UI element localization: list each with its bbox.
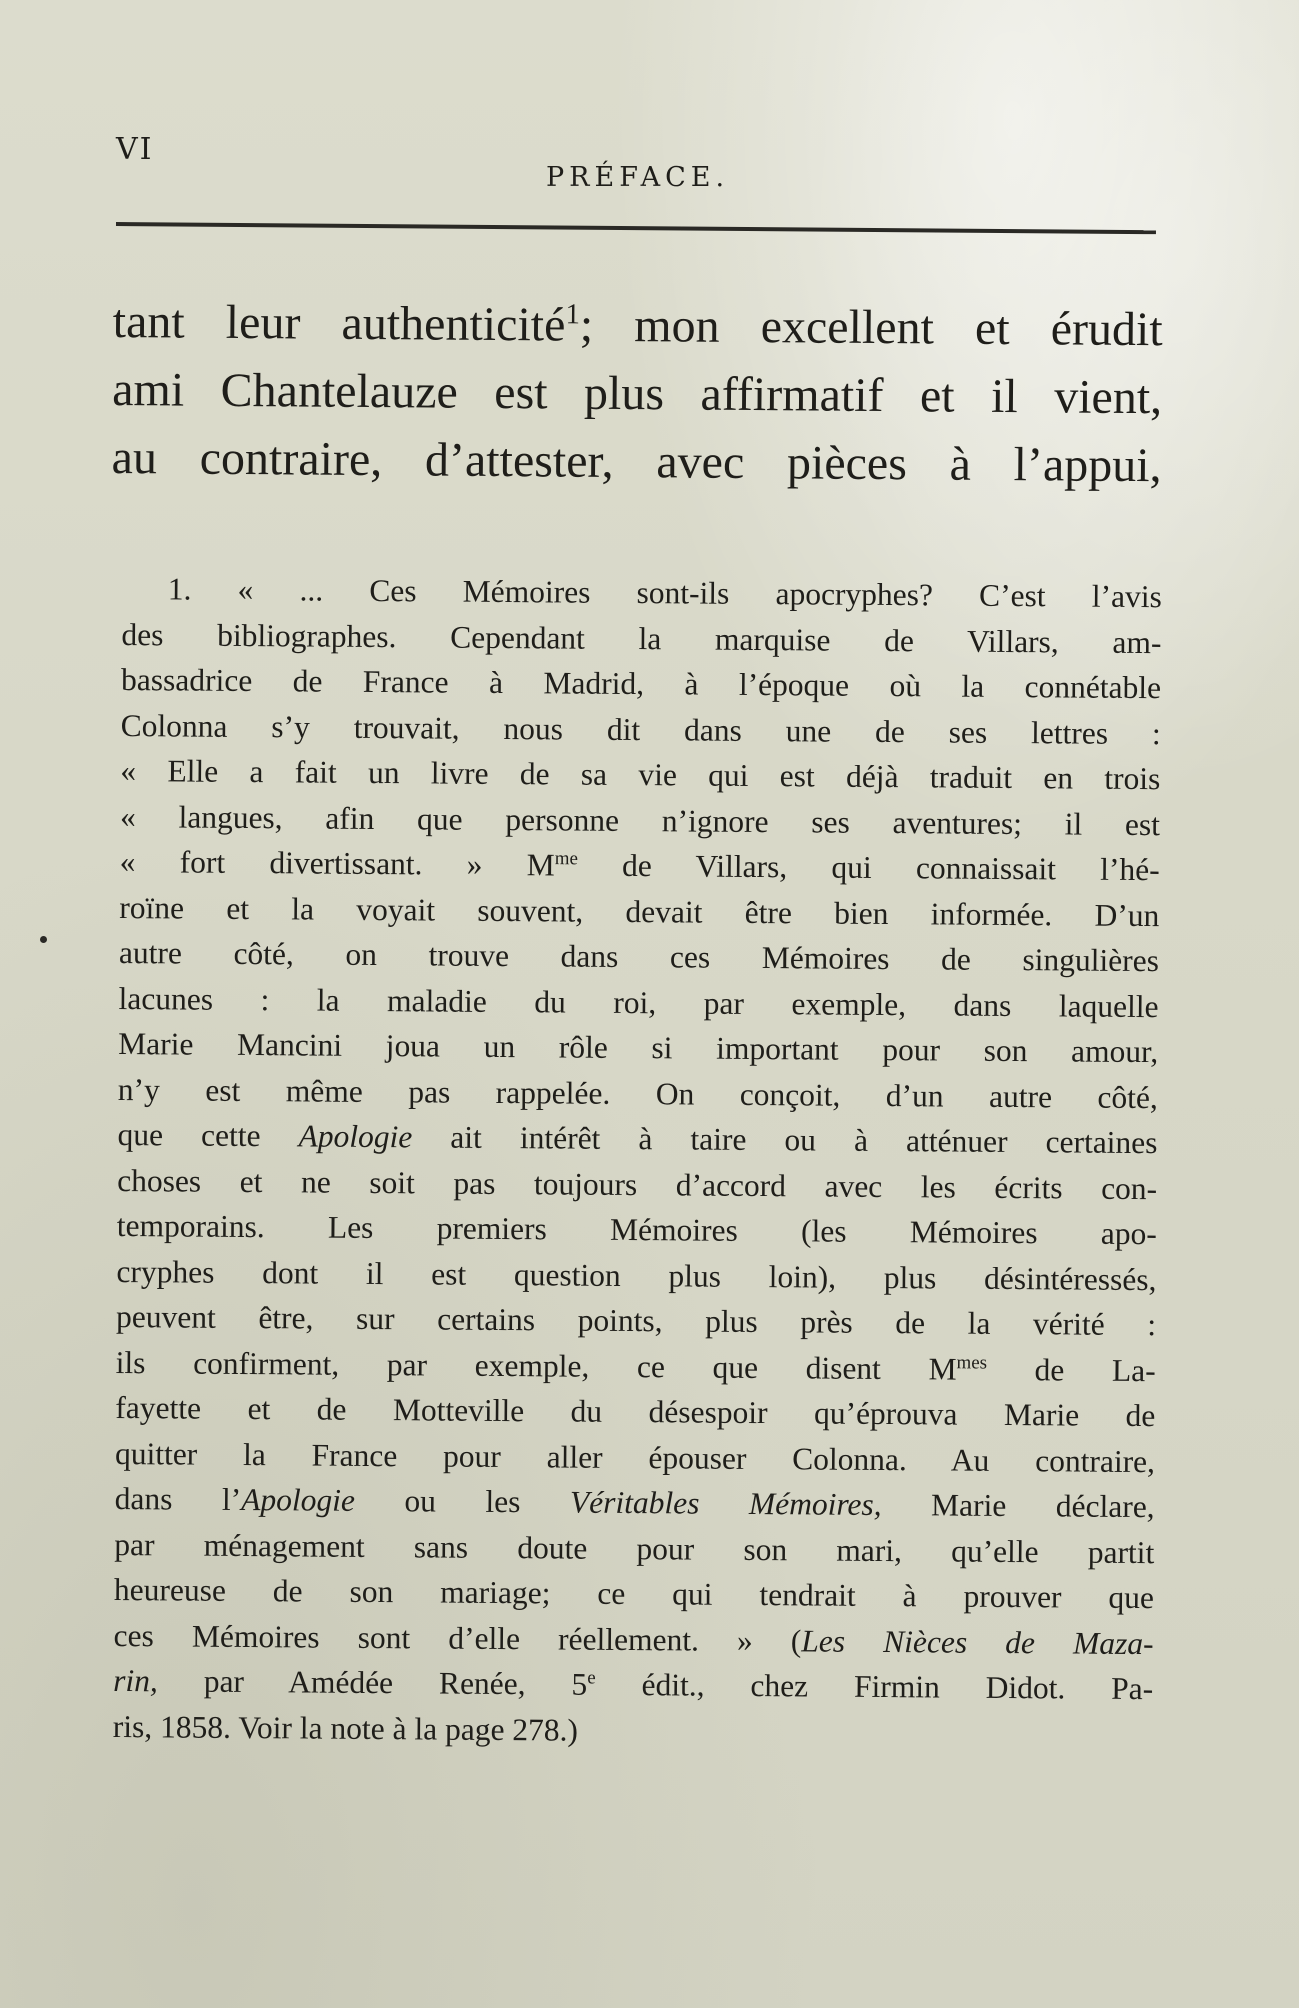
footnote-text: que cette [117,1116,299,1154]
italic-title: Véritables Mémoires, [569,1484,882,1522]
footnote-line: ris, 1858. Voir la note à la page 278.) [112,1708,579,1748]
footnote-line: « langues, afin que personne n’ignore ses aventures; il est [119,798,1161,842]
footnote-text: ait intérêt à taire ou à atténuer certaines [412,1119,1158,1161]
page-number: VI [116,132,154,167]
footnote-line: 1. « ... Ces Mémoires sont-ils apocryphes? C’est l’avis [167,571,1162,615]
footnote-line [113,1612,1153,1666]
footnote-line: n’y est même pas rappelée. On conçoit, d’un autre côté, [117,1071,1158,1115]
italic-title: Apologie [298,1118,413,1155]
footnote-text: édit., chez Firmin Didot. Pa- [595,1666,1154,1707]
footnote-text: ou les [354,1482,571,1520]
ink-blot [40,936,47,943]
footnote-line: heureuse de son mariage; ce qui tendrait à prouver que [113,1571,1155,1616]
footnote-line: bassadrice de France à Madrid, à l’époque où la connétable [120,661,1162,706]
footnote-line: autre côté, on trouve dans ces Mémoires de singulières [118,934,1160,979]
footnote-line: fayette et de Motteville du désespoir qu’éprouva Marie de [115,1389,1156,1434]
footnote-line: quitter la France pour aller épouser Colonna. Au contraire, [114,1435,1156,1479]
header-rule [116,222,1156,234]
footnote-line: des bibliographes. Cependant la marquise de Villars, am- [121,616,1162,660]
footnote-line: roïne et la voyait souvent, devait être bien informée. D’un [119,889,1160,933]
italic-title: rin, [113,1662,159,1699]
footnote-line: lacunes : la maladie du roi, par exemple, dans laquelle [118,980,1159,1024]
footnote-line [113,1658,1153,1712]
footnote-text: de La- [986,1351,1156,1388]
footnote-text: dans l’ [114,1480,242,1517]
body-line-text: ; mon excellent et érudit [579,298,1163,357]
page-header [116,132,1156,192]
footnote-text: « fort divertissant. » M [119,843,555,883]
footnote-text: par Amédée Renée, 5 [157,1663,588,1702]
footnote-text: ils confirment, par exemple, ce que disent M [115,1344,957,1387]
footnote-text: ces Mémoires sont d’elle réellement. » ( [113,1617,802,1658]
main-text [111,288,1163,500]
footnote-text: de Villars, qui connaissait l’hé- [577,847,1160,888]
footnote-line: temporains. Les premiers Mémoires (les Mémoires apo- [116,1207,1157,1252]
superscript: e [587,1667,596,1689]
italic-title: Apologie [241,1481,356,1518]
body-line: au contraire, d’attester, avec pièces à l’appui, [111,430,1162,493]
body-line [112,288,1163,364]
footnote-line [114,1476,1154,1530]
body-line: ami Chantelauze est plus affirmatif et il vient, [111,362,1163,425]
footnote-line: choses et ne soit pas toujours d’accord avec les écrits con- [117,1162,1158,1206]
footnote-reference: 1 [565,298,581,331]
running-title: PRÉFACE. [546,162,730,193]
superscript: me [554,848,578,870]
footnote-line [117,1112,1157,1166]
footnote-line [119,839,1159,893]
italic-title: Les Nièces de Maza- [801,1622,1154,1661]
footnote-line [116,1339,1156,1393]
footnote-line: Colonna s’y trouvait, nous dit dans une de ses lettres : [120,707,1161,751]
footnote-line: « Elle a fait un livre de sa vie qui est déjà traduit en trois [120,752,1161,797]
footnote [113,566,1162,1757]
footnote-line: peuvent être, sur certains points, plus près de la vérité : [115,1298,1157,1343]
footnote-text: Marie déclare, [881,1486,1155,1525]
footnote-line: Marie Mancini joua un rôle si important pour son amour, [118,1025,1159,1070]
footnote-line: par ménagement sans doute pour son mari, qu’elle partit [114,1526,1155,1570]
footnote-line: cryphes dont il est question plus loin), plus désintéressés, [116,1253,1157,1297]
superscript: mes [956,1351,988,1373]
body-line-text: tant leur authenticité [112,294,566,352]
